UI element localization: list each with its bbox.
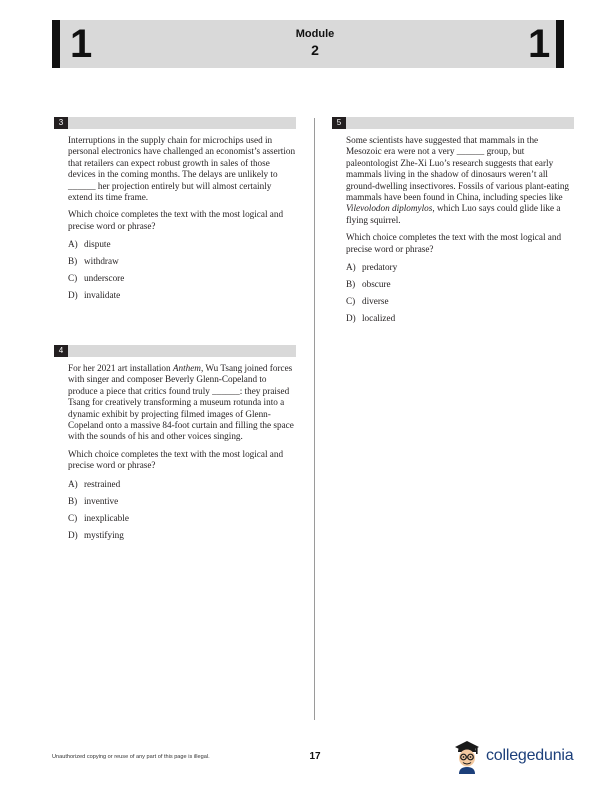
choice-text: dispute: [84, 239, 111, 250]
choice-text: inexplicable: [84, 512, 129, 523]
question-passage: Interruptions in the supply chain for microchips used in personal electronics have challenged an economist’s assertion that retailers can expect robust growth in sales of those devices in the coming months. The delays are unlikely to ______ her projection entirely but will almost certainly extend its time frame.: [68, 135, 296, 203]
choice-text: obscure: [362, 279, 391, 290]
choice-text: inventive: [84, 495, 119, 506]
question-prompt: Which choice completes the text with the most logical and precise word or phrase?: [68, 448, 284, 471]
choice-letter: A): [68, 239, 78, 250]
module-label: Module: [295, 28, 335, 40]
answer-choice-b[interactable]: [346, 279, 574, 290]
choice-letter: C): [68, 512, 78, 523]
question-header-bar: [54, 345, 296, 357]
section-number-right: 1: [528, 22, 551, 66]
answer-choice-a[interactable]: [346, 262, 574, 273]
question-3: [54, 117, 296, 307]
passage-rest: , Wu Tsang joined forces with singer and composer Beverly Glenn-Copeland to produce a piece that critics found truly ______: they praised Tsang for creatively transforming a museum rotunda into a dynamic exhibit by projecting filmed images of Glenn-Copeland onto a massive 84-foot curtain and filling the space with the sounds of his and other voices singing.: [68, 363, 294, 442]
graduate-mascot-icon: [452, 738, 482, 774]
choice-text: mystifying: [84, 529, 124, 540]
artwork-title: Anthem: [172, 363, 201, 373]
brand-watermark: [452, 738, 573, 774]
choice-text: localized: [362, 313, 396, 324]
question-prompt: Which choice completes the text with the most logical and precise word or phrase?: [346, 232, 562, 254]
copyright-notice: Unauthorized copying or reuse of any part of this page is illegal.: [52, 754, 210, 760]
choice-text: invalidate: [84, 290, 121, 301]
question-prompt: Which choice completes the text with the most logical and precise word or phrase?: [68, 209, 284, 231]
choice-letter: B): [68, 495, 78, 506]
choice-letter: D): [68, 529, 78, 540]
question-number: 5: [332, 117, 346, 129]
choice-text: predatory: [362, 262, 398, 273]
header-bar-right: [556, 20, 564, 68]
brand-name: collegedunia: [486, 747, 574, 764]
answer-choice-b[interactable]: [68, 256, 296, 267]
question-passage: [68, 363, 296, 443]
answer-choice-a[interactable]: [68, 239, 296, 250]
passage-rest: , which Luo says could glide like a flying squirrel.: [346, 203, 561, 225]
passage-intro: Some scientists have suggested that mammals in the Mesozoic era were not a very ______ group, but paleontologist Zhe-Xi Luo’s research suggests that early mammals living in the shadow of dinosaurs weren’t all ground-dwelling insectivores. Fossils of various plant-eating mammals have been found in China, including species like: [346, 135, 570, 203]
header-bar-left: [52, 20, 60, 68]
species-name: Vilevolodon diplomylos: [346, 203, 433, 214]
answer-choice-d[interactable]: [68, 530, 296, 541]
module-number: 2: [311, 42, 319, 58]
question-4: [54, 345, 296, 547]
answer-choice-c[interactable]: [346, 296, 574, 307]
choice-text: withdraw: [84, 256, 119, 267]
choice-letter: B): [68, 256, 78, 267]
answer-choice-b[interactable]: [68, 496, 296, 507]
question-5: [332, 117, 574, 330]
answer-choice-d[interactable]: [346, 313, 574, 324]
choice-letter: A): [68, 478, 78, 489]
question-number: 3: [54, 117, 68, 129]
question-passage: [346, 135, 574, 226]
choice-letter: C): [346, 296, 356, 307]
section-number-left: 1: [70, 22, 93, 66]
question-header-bar: [332, 117, 574, 129]
choice-letter: A): [346, 262, 356, 273]
choice-text: diverse: [362, 296, 389, 307]
passage-intro: For her 2021 art installation: [68, 363, 173, 373]
answer-choice-a[interactable]: [68, 479, 296, 490]
page-number: 17: [309, 751, 321, 762]
choice-text: underscore: [84, 273, 125, 284]
column-divider: [314, 118, 315, 720]
answer-choice-d[interactable]: [68, 290, 296, 301]
answer-choice-c[interactable]: [68, 273, 296, 284]
choice-letter: C): [68, 273, 78, 284]
question-number: 4: [54, 345, 68, 357]
choice-letter: D): [68, 290, 78, 301]
choice-letter: D): [346, 313, 356, 324]
choice-text: restrained: [84, 478, 121, 489]
question-header-bar: [54, 117, 296, 129]
choice-letter: B): [346, 279, 356, 290]
answer-choice-c[interactable]: [68, 513, 296, 524]
